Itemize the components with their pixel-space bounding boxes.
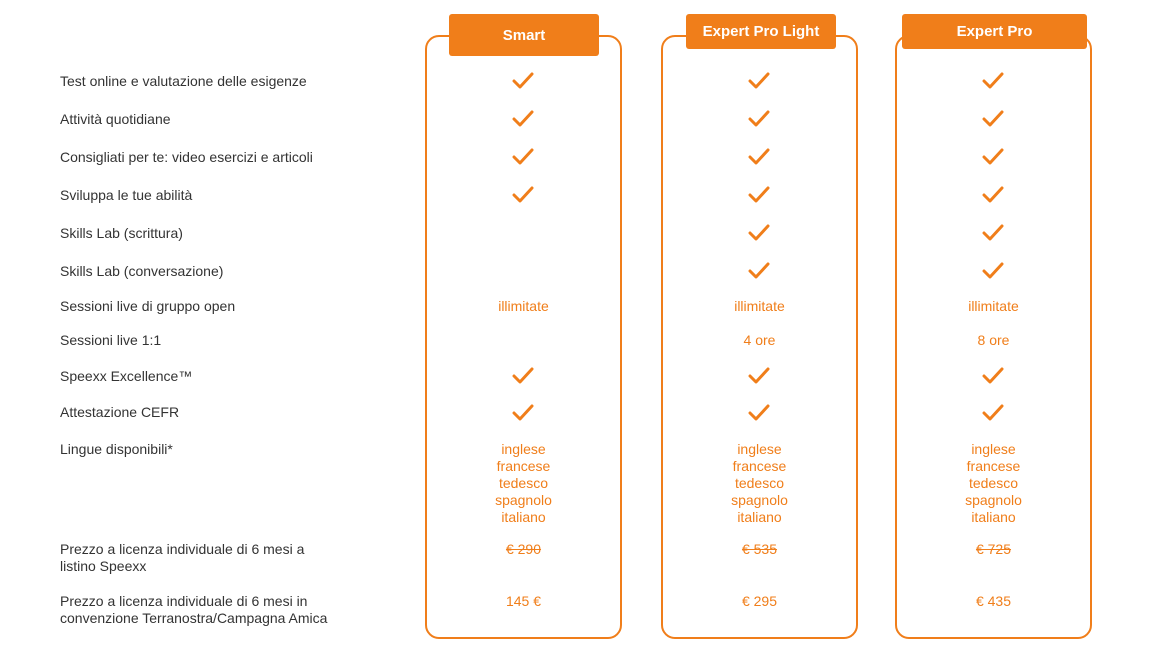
language-item: italiano <box>971 509 1016 525</box>
one-to-one-value: 8 ore <box>977 332 1010 348</box>
checkmark-icon <box>512 367 534 385</box>
features-column <box>0 0 420 657</box>
feature-label: Sviluppa le tue abilità <box>60 187 193 203</box>
feature-label: Test online e valutazione delle esigenze <box>60 73 307 89</box>
plan-column-expert-pro-light <box>661 0 858 657</box>
checkmark-icon <box>512 72 534 90</box>
feature-label: Attestazione CEFR <box>60 404 180 420</box>
feature-label: Consigliati per te: video esercizi e articoli <box>60 149 313 165</box>
plan-header-expert-pro: Expert Pro <box>902 14 1087 49</box>
checkmark-icon <box>982 186 1004 204</box>
checkmark-icon <box>512 148 534 166</box>
language-item: francese <box>966 458 1021 474</box>
checkmark-icon <box>512 110 534 128</box>
checkmark-icon <box>748 224 770 242</box>
language-item: inglese <box>971 441 1016 457</box>
language-item: tedesco <box>968 475 1019 491</box>
checkmark-icon <box>748 110 770 128</box>
checkmark-icon <box>982 224 1004 242</box>
language-item: spagnolo <box>495 492 552 508</box>
checkmark-icon <box>748 72 770 90</box>
language-item: tedesco <box>498 475 549 491</box>
checkmark-icon <box>982 110 1004 128</box>
feature-label: listino Speexx <box>60 558 147 574</box>
agreement-price: € 435 <box>975 593 1012 609</box>
agreement-price: € 295 <box>741 593 778 609</box>
checkmark-icon <box>982 148 1004 166</box>
checkmark-icon <box>748 148 770 166</box>
feature-label: Prezzo a licenza individuale di 6 mesi in <box>60 593 308 609</box>
language-item: italiano <box>737 509 782 525</box>
language-item: inglese <box>501 441 546 457</box>
feature-label: Skills Lab (conversazione) <box>60 263 224 279</box>
list-price: € 725 <box>975 541 1012 557</box>
feature-label: convenzione Terranostra/Campagna Amica <box>60 610 328 626</box>
list-price: € 535 <box>741 541 778 557</box>
group-sessions-value: illimitate <box>498 298 549 314</box>
agreement-price: 145 € <box>505 593 542 609</box>
language-item: francese <box>496 458 551 474</box>
one-to-one-value: 4 ore <box>743 332 776 348</box>
feature-label: Attività quotidiane <box>60 111 171 127</box>
group-sessions-value: illimitate <box>734 298 785 314</box>
list-price: € 290 <box>505 541 542 557</box>
plan-header-expert-pro-light: Expert Pro Light <box>686 14 836 49</box>
feature-label: Skills Lab (scrittura) <box>60 225 183 241</box>
checkmark-icon <box>748 404 770 422</box>
checkmark-icon <box>512 186 534 204</box>
group-sessions-value: illimitate <box>968 298 1019 314</box>
feature-label: Sessioni live di gruppo open <box>60 298 236 314</box>
checkmark-icon <box>748 186 770 204</box>
checkmark-icon <box>512 404 534 422</box>
checkmark-icon <box>748 262 770 280</box>
checkmark-icon <box>982 262 1004 280</box>
language-item: spagnolo <box>965 492 1022 508</box>
plan-column-expert-pro <box>895 0 1092 657</box>
language-item: spagnolo <box>731 492 788 508</box>
plan-header-smart: Smart <box>449 14 599 56</box>
language-item: tedesco <box>734 475 785 491</box>
checkmark-icon <box>982 367 1004 385</box>
language-item: italiano <box>501 509 546 525</box>
feature-label: Speexx Excellence™ <box>60 368 193 384</box>
checkmark-icon <box>982 404 1004 422</box>
language-item: francese <box>732 458 787 474</box>
language-item: inglese <box>737 441 782 457</box>
checkmark-icon <box>982 72 1004 90</box>
checkmark-icon <box>748 367 770 385</box>
feature-label: Lingue disponibili* <box>60 441 173 457</box>
feature-label: Sessioni live 1:1 <box>60 332 162 348</box>
plan-column-smart <box>425 0 622 657</box>
feature-label: Prezzo a licenza individuale di 6 mesi a <box>60 541 305 557</box>
